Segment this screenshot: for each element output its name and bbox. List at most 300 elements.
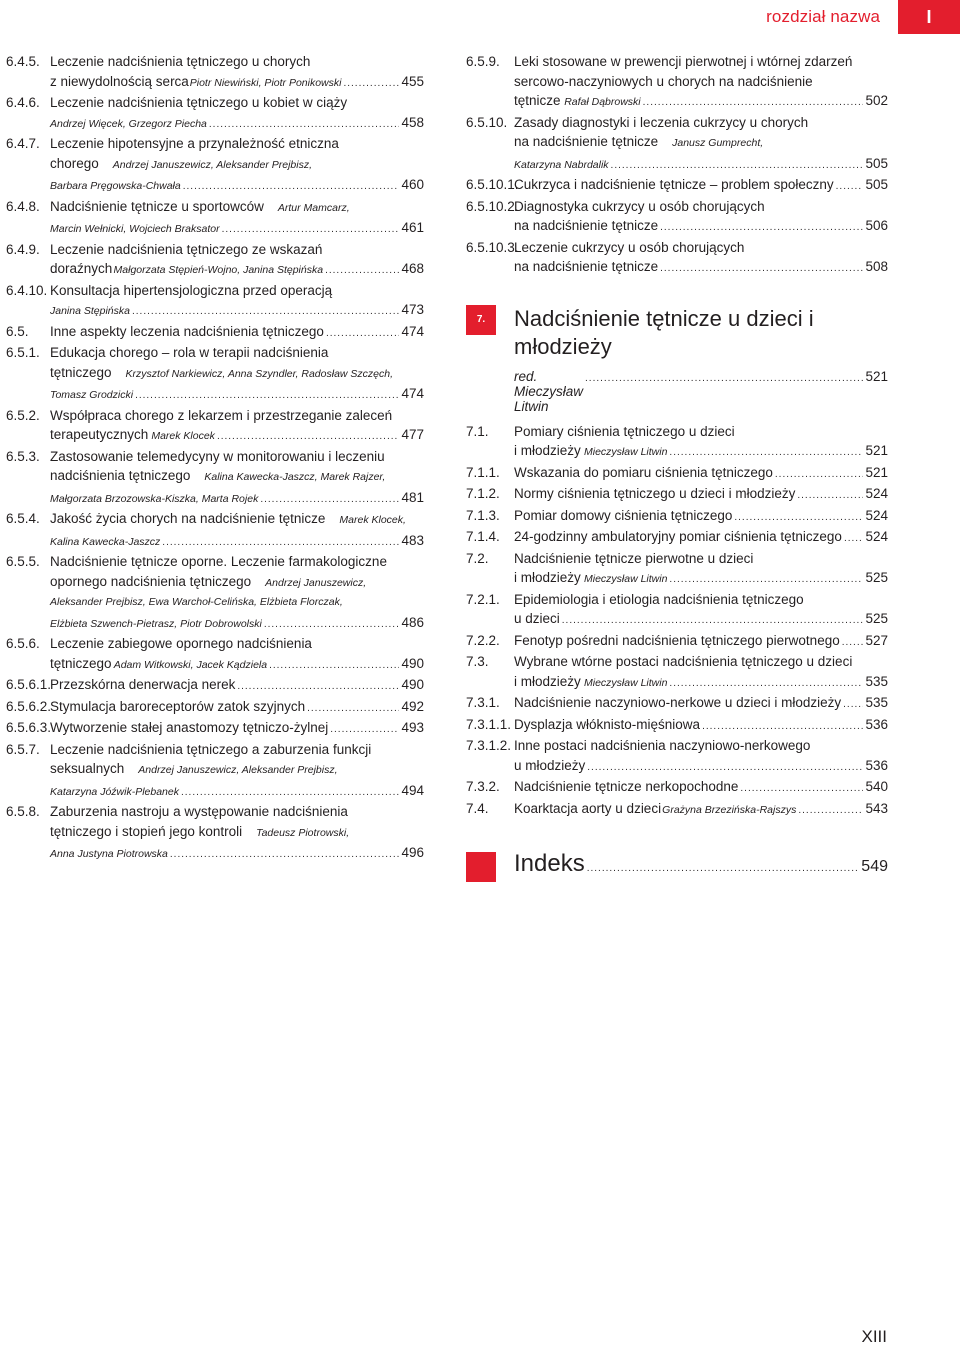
entry-page: 524	[865, 529, 888, 544]
entry-title: Zasady diagnostyki i leczenia cukrzycy u chorych	[514, 114, 809, 130]
entry-authors: Anna Justyna Piotrowska	[50, 848, 168, 860]
entry-line	[50, 822, 424, 844]
toc-entry[interactable]	[466, 52, 888, 113]
leader-dots	[669, 674, 863, 694]
entry-page: 486	[401, 614, 424, 630]
entry-number: 6.4.8.	[6, 198, 40, 214]
entry-number: 6.5.5.	[6, 554, 40, 569]
entry-title: Zaburzenia nastroju a występowanie nadciśnienia	[50, 804, 348, 819]
entry-line	[50, 718, 424, 740]
entry-authors: Andrzej Więcek, Grzegorz Piecha	[50, 117, 207, 130]
entry-title: Jakość życia chorych na nadciśnienie tętnicze	[50, 511, 326, 526]
entry-title: Leczenie nadciśnienia tętniczego a zaburzenia funkcji	[50, 741, 372, 757]
entry-number: 7.3.2.	[466, 779, 500, 794]
toc-entry[interactable]	[6, 718, 424, 740]
leader-dots	[669, 570, 863, 590]
entry-number: 6.5.4.	[6, 511, 40, 526]
entry-authors: Mieczysław Litwin	[583, 573, 668, 585]
entry-title: sercowo-naczyniowych u chorych na nadciśnienie	[514, 73, 813, 89]
entry-line	[50, 343, 424, 363]
entry-page: 525	[865, 570, 888, 585]
entry-title: tętnicze	[514, 93, 561, 108]
leader-dots	[775, 465, 864, 485]
entry-line	[514, 756, 888, 778]
entry-number: 6.5.10.2.	[466, 198, 519, 214]
entry-page: 521	[865, 443, 888, 458]
toc-entry[interactable]	[466, 652, 888, 693]
entry-line	[50, 384, 424, 406]
leader-dots	[611, 156, 864, 176]
entry-line	[514, 693, 888, 715]
entry-number: 6.5.3.	[6, 448, 40, 464]
entry-number: 6.4.7.	[6, 136, 40, 151]
entry-line	[514, 441, 888, 463]
entry-line	[50, 488, 424, 510]
entry-page: 474	[401, 386, 424, 401]
entry-number: 7.1.1.	[466, 464, 500, 480]
toc-entry[interactable]	[466, 693, 888, 715]
entry-title: Wybrane wtórne postaci nadciśnienia tętniczego u dzieci	[514, 654, 853, 669]
entry-title: doraźnych	[50, 261, 113, 276]
leader-dots	[269, 656, 399, 676]
entry-page: 468	[401, 261, 424, 276]
chapter-editor-line	[514, 369, 888, 414]
entry-title: na nadciśnienie tętnicze	[514, 259, 659, 274]
entry-line	[514, 154, 888, 176]
toc-entry[interactable]	[466, 736, 888, 777]
entry-line	[50, 154, 424, 176]
entry-line	[514, 422, 888, 442]
entry-title: opornego nadciśnienia tętniczego	[50, 573, 252, 589]
entry-number: 6.5.8.	[6, 804, 40, 819]
leader-dots	[217, 427, 400, 447]
entry-line	[514, 463, 888, 485]
leader-dots	[587, 863, 860, 874]
leader-dots	[587, 758, 863, 778]
entry-number: 6.5.10.3.	[466, 239, 519, 255]
entry-line	[514, 216, 888, 238]
entry-title: Stymulacja baroreceptorów zatok szyjnych	[50, 698, 306, 714]
toc-right-column	[466, 52, 888, 878]
entry-title: Wytworzenie stałej anastomozy tętniczo-żylnej	[50, 720, 329, 735]
toc-left-column	[6, 52, 424, 865]
entry-number: 6.5.6.1.	[6, 677, 52, 692]
entry-authors: Marek Klocek,	[339, 514, 406, 526]
toc-entry[interactable]	[6, 675, 424, 697]
entry-number: 6.4.10.	[6, 282, 48, 298]
entry-page: 536	[865, 716, 888, 732]
entry-authors: Elżbieta Szwench-Pietrasz, Piotr Dobrowolski	[50, 617, 262, 630]
entry-title: Nadciśnienie tętnicze pierwotne u dzieci	[514, 550, 754, 566]
leader-dots	[660, 218, 863, 238]
toc-entry[interactable]	[466, 238, 888, 279]
entry-page: 527	[865, 632, 888, 648]
toc-entry[interactable]	[466, 506, 888, 528]
entry-page: 521	[865, 464, 888, 480]
leader-dots	[260, 490, 399, 510]
entry-line	[514, 609, 888, 631]
leader-dots	[669, 443, 863, 463]
entry-line	[514, 568, 888, 590]
toc-entry[interactable]	[6, 240, 424, 281]
entry-line	[50, 406, 424, 426]
entry-page: 535	[865, 695, 888, 710]
entry-title: Leczenie nadciśnienia tętniczego ze wskazań	[50, 241, 323, 257]
toc-entry[interactable]	[466, 422, 888, 463]
entry-line	[50, 113, 424, 135]
entry-number: 7.3.1.	[466, 695, 500, 710]
entry-page: 496	[401, 845, 424, 860]
leader-dots	[307, 699, 399, 719]
entry-line	[50, 509, 424, 531]
toc-entry[interactable]	[6, 134, 424, 197]
entry-page: 524	[865, 486, 888, 501]
entry-number: 7.3.1.1.	[466, 716, 512, 732]
entry-title: Koarktacja aorty u dzieci	[514, 800, 662, 816]
entry-authors: Mieczysław Litwin	[583, 676, 668, 689]
entry-authors: Rafał Dąbrowski	[564, 96, 641, 108]
entry-number: 7.1.4.	[466, 529, 500, 544]
entry-number: 6.5.1.	[6, 345, 40, 360]
entry-title: na nadciśnienie tętnicze	[514, 134, 659, 149]
entry-line	[514, 484, 888, 506]
toc-entry[interactable]	[6, 197, 424, 240]
entry-page: 505	[865, 177, 888, 192]
leader-dots	[162, 533, 399, 553]
entry-line	[514, 175, 888, 197]
entry-number: 7.4.	[466, 800, 489, 816]
entry-line	[50, 466, 424, 488]
entry-page: 508	[865, 259, 888, 274]
leader-dots	[222, 220, 400, 240]
toc-entry[interactable]	[466, 113, 888, 176]
entry-page: 490	[401, 677, 424, 692]
entry-line	[514, 52, 888, 72]
leader-dots	[264, 615, 400, 635]
entry-title: seksualnych	[50, 761, 125, 776]
toc-entry[interactable]	[466, 590, 888, 631]
entry-title: i młodzieży	[514, 570, 581, 585]
entry-number: 6.4.9.	[6, 241, 40, 257]
entry-title: Nadciśnienie tętnicze u sportowców	[50, 198, 264, 214]
entry-line	[50, 593, 424, 613]
entry-line	[50, 531, 424, 553]
entry-title: z niewydolnością serca	[50, 73, 189, 89]
toc-entry[interactable]	[466, 527, 888, 549]
chapter-editor-page: 521	[865, 368, 888, 384]
entry-number: 6.5.	[6, 323, 29, 339]
toc-entry[interactable]	[466, 777, 888, 799]
leader-dots	[740, 779, 863, 799]
toc-entry[interactable]	[6, 406, 424, 447]
entry-line	[50, 175, 424, 197]
leader-dots	[797, 486, 863, 506]
entry-line	[514, 631, 888, 653]
toc-entry[interactable]	[466, 799, 888, 821]
leader-dots	[181, 783, 399, 803]
entry-authors: Małgorzata Stępień-Wojno, Janina Stępińska	[113, 264, 324, 276]
entry-title: nadciśnienia tętniczego	[50, 468, 191, 483]
entry-title: Leczenie nadciśnienia tętniczego u chorych	[50, 54, 311, 69]
entry-line	[514, 527, 888, 549]
toc-entry[interactable]	[6, 740, 424, 803]
entry-line	[50, 259, 424, 281]
entry-title: chorego	[50, 155, 99, 171]
entry-line	[514, 257, 888, 279]
entry-line	[50, 634, 424, 654]
entry-authors: Artur Mamcarz,	[277, 201, 350, 214]
entry-page: 493	[401, 720, 424, 735]
entry-number: 6.4.6.	[6, 95, 40, 110]
entry-line	[50, 613, 424, 635]
entry-line	[50, 802, 424, 822]
entry-authors: Andrzej Januszewicz, Aleksander Prejbisz,	[138, 764, 338, 776]
entry-number: 6.5.10.	[466, 114, 508, 130]
toc-entry[interactable]	[6, 509, 424, 552]
page-number: XIII	[861, 1327, 887, 1346]
entry-number: 6.5.6.2.	[6, 698, 52, 714]
entry-page: 490	[401, 655, 424, 671]
leader-dots	[643, 93, 864, 113]
entry-title: Normy ciśnienia tętniczego u dzieci i młodzieży	[514, 486, 796, 501]
leader-dots	[798, 801, 863, 821]
entry-number: 6.5.7.	[6, 741, 40, 757]
entry-line	[50, 572, 424, 594]
entry-page: 477	[401, 427, 424, 442]
entry-title: Przezskórna denerwacja nerek	[50, 677, 236, 692]
entry-line	[514, 715, 888, 737]
entry-line	[514, 652, 888, 672]
entry-line	[50, 72, 424, 94]
toc-entry[interactable]	[466, 175, 888, 197]
entry-line	[50, 197, 424, 219]
entry-title: Leczenie zabiegowe opornego nadciśnienia	[50, 636, 312, 651]
entry-authors: Marek Klocek	[151, 430, 215, 442]
section-label: rozdział nazwa	[766, 7, 880, 26]
toc-entry[interactable]	[6, 634, 424, 675]
entry-number: 7.1.3.	[466, 507, 500, 523]
entry-number: 6.5.6.	[6, 636, 40, 651]
entry-line	[50, 759, 424, 781]
entry-page: 473	[401, 302, 424, 317]
entry-number: 7.2.2.	[466, 632, 500, 648]
leader-dots	[844, 529, 864, 549]
toc-entry[interactable]	[466, 715, 888, 737]
entry-authors: Tomasz Grodzicki	[50, 389, 134, 401]
entry-line	[50, 93, 424, 113]
entry-line	[514, 72, 888, 92]
leader-dots	[843, 695, 863, 715]
entry-number: 7.3.	[466, 654, 489, 669]
entry-page: 505	[865, 155, 888, 171]
entry-line	[50, 281, 424, 301]
entry-number: 6.4.5.	[6, 54, 40, 69]
toc-entry[interactable]	[6, 343, 424, 406]
toc-entry[interactable]	[6, 552, 424, 634]
entry-line	[514, 736, 888, 756]
entry-line	[50, 218, 424, 240]
entry-line	[50, 240, 424, 260]
entry-title: Zastosowanie telemedycyny w monitorowaniu i leczeniu	[50, 448, 385, 464]
entry-page: 506	[865, 218, 888, 233]
entry-page: 543	[865, 800, 888, 816]
entry-authors: Katarzyna Nabrdalik	[514, 158, 609, 171]
entry-number: 7.2.1.	[466, 591, 500, 607]
entry-authors: Janina Stępińska	[50, 305, 130, 317]
entry-title: Dysplazja włóknisto-mięśniowa	[514, 716, 701, 732]
section-number-badge: I	[898, 0, 960, 34]
entry-line	[50, 363, 424, 385]
entry-title: tętniczego	[50, 655, 112, 671]
toc-entry[interactable]	[6, 322, 424, 344]
entry-page: 474	[401, 323, 424, 339]
leader-dots	[702, 717, 863, 737]
entry-line	[514, 132, 888, 154]
toc-entry[interactable]	[6, 447, 424, 510]
entry-line	[514, 777, 888, 799]
entry-line	[50, 134, 424, 154]
chapter-7-heading[interactable]	[466, 305, 888, 414]
entry-page: 524	[865, 507, 888, 523]
entry-line	[514, 549, 888, 569]
leader-dots	[585, 373, 863, 384]
entry-line	[50, 740, 424, 760]
entry-page: 461	[401, 220, 424, 235]
entry-line	[50, 781, 424, 803]
entry-page: 483	[401, 532, 424, 548]
entry-number: 7.1.	[466, 423, 489, 439]
entry-title: Cukrzyca i nadciśnienie tętnicze – problem społeczny	[514, 177, 834, 192]
entry-number: 6.5.10.1.	[466, 177, 519, 192]
entry-line	[50, 697, 424, 719]
entry-authors: Małgorzata Brzozowska-Kiszka, Marta Rojek	[50, 492, 259, 505]
leader-dots	[343, 74, 399, 94]
entry-title: Wskazania do pomiaru ciśnienia tętniczego	[514, 464, 773, 480]
entry-title: Diagnostyka cukrzycy u osób chorujących	[514, 198, 765, 214]
index-entry[interactable]	[466, 850, 888, 878]
entry-line	[50, 52, 424, 72]
leader-dots	[183, 177, 400, 197]
chapter-number-badge: 7.	[466, 305, 496, 335]
entry-page: 502	[865, 93, 888, 108]
entry-title: u dzieci	[514, 611, 560, 626]
leader-dots	[330, 720, 399, 740]
toc-entry[interactable]	[6, 802, 424, 865]
entry-title: na nadciśnienie tętnicze	[514, 218, 659, 233]
entry-line	[514, 113, 888, 133]
entry-line	[50, 675, 424, 697]
entry-line	[514, 672, 888, 694]
entry-line	[514, 91, 888, 113]
entry-line	[514, 238, 888, 258]
index-page: 549	[861, 858, 888, 875]
entry-authors: Barbara Pręgowska-Chwała	[50, 180, 181, 192]
entry-title: Leki stosowane w prewencji pierwotnej i wtórnej zdarzeń	[514, 54, 853, 69]
leader-dots	[562, 611, 864, 631]
entry-title: Konsultacja hipertensjologiczna przed operacją	[50, 282, 333, 298]
entry-line	[50, 843, 424, 865]
entry-line	[514, 799, 888, 821]
entry-title: i młodzieży	[514, 673, 581, 689]
entry-line	[50, 300, 424, 322]
chapter-title: Nadciśnienie tętnicze u dzieci i młodzieży	[514, 305, 814, 359]
leader-dots	[170, 845, 400, 865]
entry-title: Pomiar domowy ciśnienia tętniczego	[514, 507, 733, 523]
entry-line	[50, 654, 424, 676]
leader-dots	[325, 261, 399, 281]
entry-title: Edukacja chorego – rola w terapii nadciśnienia	[50, 345, 329, 360]
entry-title: Fenotyp pośredni nadciśnienia tętniczego pierwotnego	[514, 632, 840, 648]
entry-number: 7.3.1.2.	[466, 738, 512, 753]
entry-title: Leczenie hipotensyjne a przynależność etniczna	[50, 136, 339, 151]
index-badge	[466, 852, 496, 882]
leader-dots	[326, 324, 400, 344]
toc-entry[interactable]	[466, 631, 888, 653]
entry-title: tętniczego	[50, 364, 112, 380]
toc-entry[interactable]	[6, 281, 424, 322]
entry-page: 540	[865, 779, 888, 794]
toc-entry[interactable]	[466, 484, 888, 506]
toc-entry[interactable]	[466, 463, 888, 485]
leader-dots	[132, 302, 399, 322]
entry-title: i młodzieży	[514, 443, 581, 458]
entry-line	[514, 197, 888, 217]
entry-line	[50, 322, 424, 344]
leader-dots	[237, 677, 399, 697]
entry-number: 6.5.2.	[6, 407, 40, 423]
leader-dots	[842, 633, 864, 653]
toc-entry[interactable]	[6, 52, 424, 93]
entry-number: 6.5.6.3.	[6, 720, 52, 735]
entry-authors: Katarzyna Jóźwik-Plebanek	[50, 785, 179, 798]
leader-dots	[135, 386, 399, 406]
entry-authors: Kalina Kawecka-Jaszcz, Marek Rajzer,	[204, 471, 386, 483]
index-title: Indeks	[514, 850, 585, 877]
entry-page: 535	[865, 673, 888, 689]
entry-authors: Kalina Kawecka-Jaszcz	[50, 535, 161, 548]
entry-authors: Aleksander Prejbisz, Ewa Warchoł-Celińska, Elżbieta Florczak,	[50, 596, 343, 608]
entry-title: Inne postaci nadciśnienia naczyniowo-nerkowego	[514, 738, 811, 753]
entry-page: 525	[865, 611, 888, 626]
entry-page: 458	[401, 114, 424, 130]
entry-authors: Andrzej Januszewicz, Aleksander Prejbisz,	[112, 158, 312, 171]
entry-line	[50, 552, 424, 572]
toc-entry[interactable]	[6, 697, 424, 719]
entry-title: Epidemiologia i etiologia nadciśnienia tętniczego	[514, 591, 804, 607]
entry-title: Nadciśnienie tętnicze oporne. Leczenie farmakologiczne	[50, 554, 387, 569]
toc-entry[interactable]	[466, 549, 888, 590]
entry-page: 455	[401, 73, 424, 89]
entry-page: 492	[401, 698, 424, 714]
entry-page: 460	[401, 177, 424, 192]
entry-line	[50, 425, 424, 447]
entry-authors: Grażyna Brzezińska-Rajszys	[662, 803, 797, 816]
entry-line	[50, 447, 424, 467]
entry-title: Leczenie nadciśnienia tętniczego u kobiet w ciąży	[50, 95, 348, 110]
entry-title: tętniczego i stopień jego kontroli	[50, 823, 243, 839]
entry-number: 7.2.	[466, 550, 489, 566]
entry-authors: Adam Witkowski, Jacek Kądziela	[113, 658, 268, 671]
entry-title: 24-godzinny ambulatoryjny pomiar ciśnienia tętniczego	[514, 529, 842, 544]
entry-title: u młodzieży	[514, 757, 586, 773]
entry-title: Pomiary ciśnienia tętniczego u dzieci	[514, 423, 735, 439]
toc-entry[interactable]	[466, 197, 888, 238]
toc-entry[interactable]	[6, 93, 424, 134]
entry-authors: Mieczysław Litwin	[583, 446, 668, 458]
entry-title: terapeutycznych	[50, 427, 149, 442]
entry-title: Leczenie cukrzycy u osób chorujących	[514, 239, 745, 255]
chapter-editor: red. Mieczysław Litwin	[514, 368, 584, 414]
